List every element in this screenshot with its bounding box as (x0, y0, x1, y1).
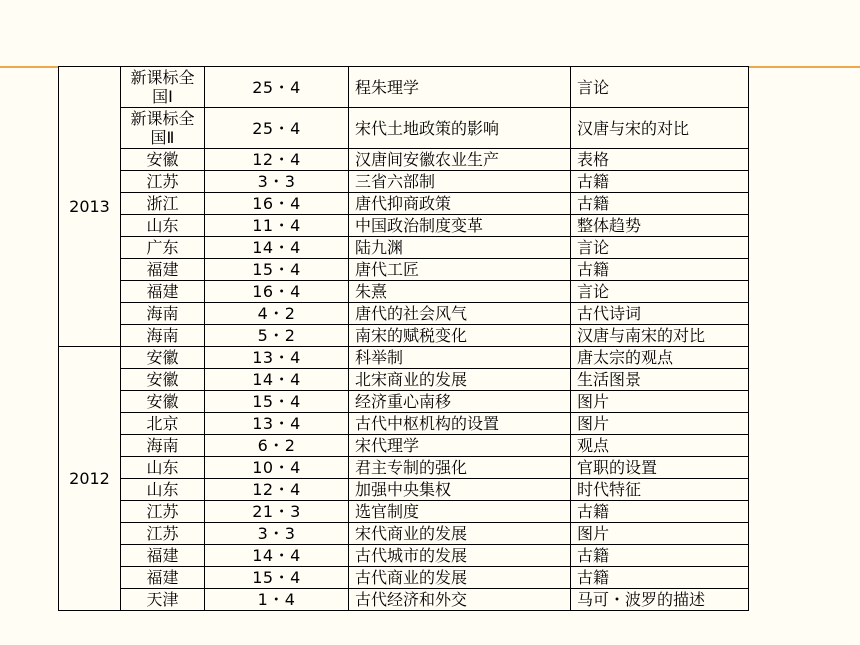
question-number-cell: 12・4 (205, 149, 349, 171)
table-row (59, 501, 749, 523)
material-type-cell: 图片 (571, 413, 749, 435)
topic-cell: 陆九渊 (349, 237, 571, 259)
material-type-cell: 古籍 (571, 545, 749, 567)
topic-cell: 唐代抑商政策 (349, 193, 571, 215)
question-number-cell: 12・4 (205, 479, 349, 501)
question-number-cell: 14・4 (205, 369, 349, 391)
material-type-cell: 古籍 (571, 501, 749, 523)
region-cell: 北京 (121, 413, 205, 435)
table-row (59, 545, 749, 567)
table-row (59, 391, 749, 413)
table-row (59, 149, 749, 171)
material-type-cell: 古代诗词 (571, 303, 749, 325)
table-row (59, 215, 749, 237)
material-type-cell: 汉唐与宋的对比 (571, 108, 749, 149)
region-cell: 安徽 (121, 149, 205, 171)
material-type-cell: 整体趋势 (571, 215, 749, 237)
material-type-cell: 汉唐与南宋的对比 (571, 325, 749, 347)
material-type-cell: 言论 (571, 237, 749, 259)
table-row (59, 325, 749, 347)
region-cell: 安徽 (121, 391, 205, 413)
exam-question-table (58, 66, 749, 611)
question-number-cell: 11・4 (205, 215, 349, 237)
question-number-cell: 14・4 (205, 545, 349, 567)
table-row (59, 435, 749, 457)
region-cell: 安徽 (121, 369, 205, 391)
question-number-cell: 16・4 (205, 193, 349, 215)
region-cell: 海南 (121, 325, 205, 347)
material-type-cell: 古籍 (571, 193, 749, 215)
region-cell: 江苏 (121, 171, 205, 193)
region-cell: 新课标全国Ⅱ (121, 108, 205, 149)
accent-rule-right (749, 66, 860, 68)
material-type-cell: 图片 (571, 523, 749, 545)
question-number-cell: 14・4 (205, 237, 349, 259)
region-cell: 新课标全国Ⅰ (121, 67, 205, 108)
question-number-cell: 5・2 (205, 325, 349, 347)
question-number-cell: 10・4 (205, 457, 349, 479)
topic-cell: 北宋商业的发展 (349, 369, 571, 391)
material-type-cell: 时代特征 (571, 479, 749, 501)
region-cell: 海南 (121, 303, 205, 325)
topic-cell: 科举制 (349, 347, 571, 369)
table-row (59, 193, 749, 215)
topic-cell: 加强中央集权 (349, 479, 571, 501)
material-type-cell: 古籍 (571, 567, 749, 589)
question-number-cell: 6・2 (205, 435, 349, 457)
accent-rule-left (0, 66, 58, 68)
table-row (59, 347, 749, 369)
year-cell: 2012 (59, 347, 121, 611)
material-type-cell: 观点 (571, 435, 749, 457)
topic-cell: 宋代理学 (349, 435, 571, 457)
region-cell: 安徽 (121, 347, 205, 369)
question-number-cell: 16・4 (205, 281, 349, 303)
topic-cell: 宋代土地政策的影响 (349, 108, 571, 149)
topic-cell: 朱熹 (349, 281, 571, 303)
topic-cell: 君主专制的强化 (349, 457, 571, 479)
region-cell: 广东 (121, 237, 205, 259)
topic-cell: 唐代的社会风气 (349, 303, 571, 325)
material-type-cell: 图片 (571, 391, 749, 413)
table-row (59, 589, 749, 611)
question-number-cell: 13・4 (205, 413, 349, 435)
question-number-cell: 15・4 (205, 567, 349, 589)
topic-cell: 宋代商业的发展 (349, 523, 571, 545)
region-cell: 福建 (121, 567, 205, 589)
topic-cell: 中国政治制度变革 (349, 215, 571, 237)
topic-cell: 古代中枢机构的设置 (349, 413, 571, 435)
question-number-cell: 25・4 (205, 67, 349, 108)
table-row (59, 67, 749, 108)
year-cell: 2013 (59, 67, 121, 347)
topic-cell: 古代城市的发展 (349, 545, 571, 567)
region-cell: 福建 (121, 281, 205, 303)
table-row (59, 171, 749, 193)
material-type-cell: 表格 (571, 149, 749, 171)
material-type-cell: 古籍 (571, 259, 749, 281)
material-type-cell: 言论 (571, 67, 749, 108)
material-type-cell: 马可・波罗的描述 (571, 589, 749, 611)
material-type-cell: 生活图景 (571, 369, 749, 391)
slide-header-band (0, 0, 860, 44)
question-number-cell: 13・4 (205, 347, 349, 369)
table-row (59, 259, 749, 281)
topic-cell: 程朱理学 (349, 67, 571, 108)
question-number-cell: 15・4 (205, 391, 349, 413)
region-cell: 江苏 (121, 501, 205, 523)
region-cell: 福建 (121, 545, 205, 567)
table-row (59, 303, 749, 325)
topic-cell: 唐代工匠 (349, 259, 571, 281)
region-cell: 福建 (121, 259, 205, 281)
table-row (59, 567, 749, 589)
region-cell: 山东 (121, 457, 205, 479)
topic-cell: 选官制度 (349, 501, 571, 523)
table-row (59, 369, 749, 391)
topic-cell: 古代商业的发展 (349, 567, 571, 589)
question-number-cell: 1・4 (205, 589, 349, 611)
table-body (59, 67, 749, 611)
question-number-cell: 3・3 (205, 523, 349, 545)
topic-cell: 古代经济和外交 (349, 589, 571, 611)
region-cell: 浙江 (121, 193, 205, 215)
region-cell: 天津 (121, 589, 205, 611)
question-number-cell: 25・4 (205, 108, 349, 149)
region-cell: 山东 (121, 215, 205, 237)
table-row (59, 237, 749, 259)
topic-cell: 经济重心南移 (349, 391, 571, 413)
topic-cell: 南宋的赋税变化 (349, 325, 571, 347)
table-row (59, 108, 749, 149)
material-type-cell: 官职的设置 (571, 457, 749, 479)
material-type-cell: 唐太宗的观点 (571, 347, 749, 369)
topic-cell: 汉唐间安徽农业生产 (349, 149, 571, 171)
region-cell: 山东 (121, 479, 205, 501)
region-cell: 江苏 (121, 523, 205, 545)
question-number-cell: 3・3 (205, 171, 349, 193)
table-row (59, 413, 749, 435)
table-row (59, 479, 749, 501)
table-row (59, 523, 749, 545)
question-number-cell: 15・4 (205, 259, 349, 281)
material-type-cell: 古籍 (571, 171, 749, 193)
table-row (59, 457, 749, 479)
question-number-cell: 4・2 (205, 303, 349, 325)
region-cell: 海南 (121, 435, 205, 457)
question-number-cell: 21・3 (205, 501, 349, 523)
material-type-cell: 言论 (571, 281, 749, 303)
table-row (59, 281, 749, 303)
topic-cell: 三省六部制 (349, 171, 571, 193)
